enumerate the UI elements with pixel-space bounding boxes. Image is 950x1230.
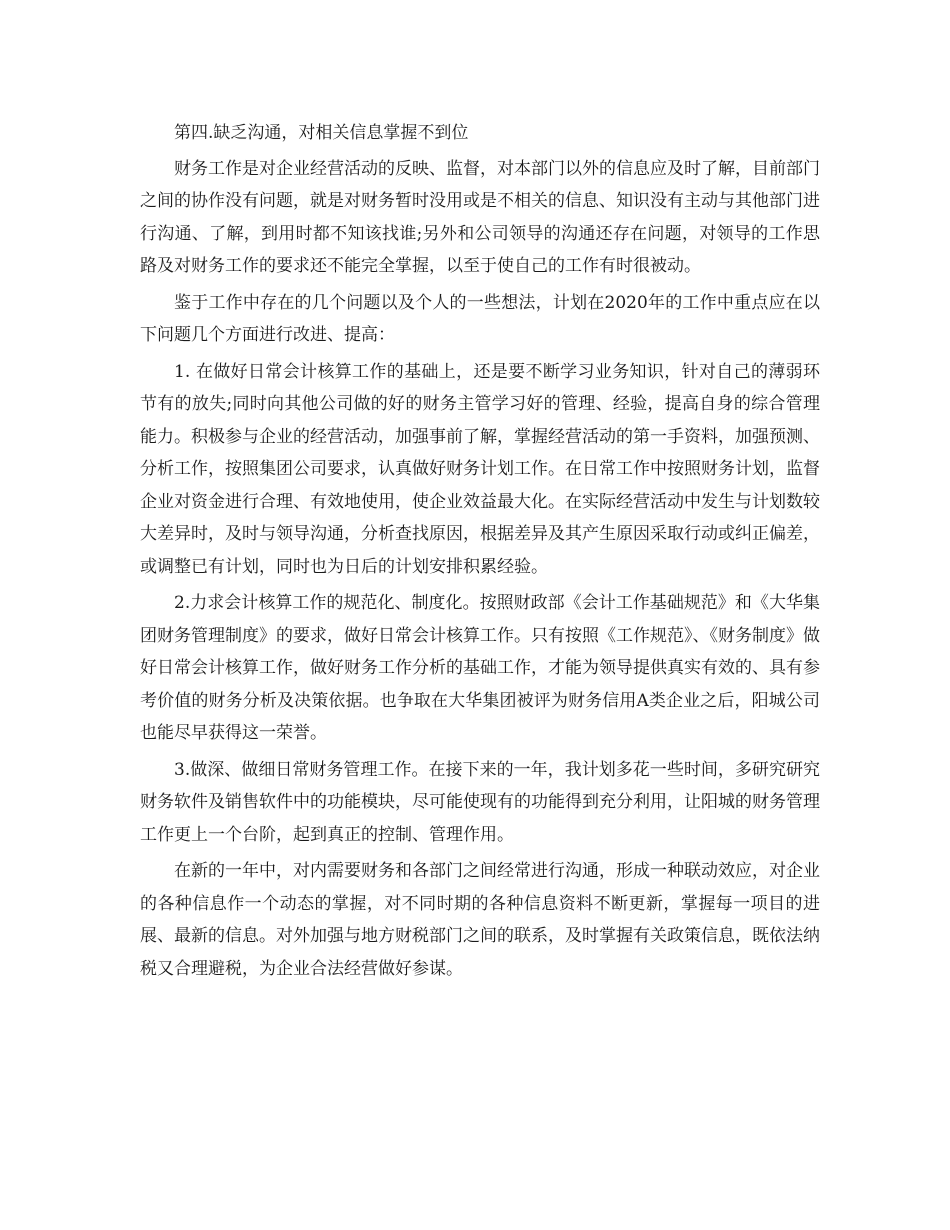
list-item-3: 3.做深、做细日常财务管理工作。在接下来的一年，我计划多花一些时间，多研究研究财务软件及销售软件中的功能模块，尽可能使现有的功能得到充分利用，让阳城的财务管理工作更上一个台阶，起到真正的控制、管理作用。 [140,759,820,845]
paragraph-improvement-intro: 鉴于工作中存在的几个问题以及个人的一些想法，计划在2020年的工作中重点应在以下问题几个方面进行改进、提高： [140,292,820,345]
paragraph-new-year: 在新的一年中，对内需要财务和各部门之间经常进行沟通，形成一种联动效应，对企业的各种信息作一个动态的掌握，对不同时期的各种信息资料不断更新，掌握每一项目的进展、最新的信息。对外加强与地方财税部门之间的联系，及时掌握有关政策信息，既依法纳税又合理避税，为企业合法经营做好参谋。 [140,861,820,979]
section-heading: 第四.缺乏沟通，对相关信息掌握不到位 [174,123,469,143]
list-item-1: 1. 在做好日常会计核算工作的基础上，还是要不断学习业务知识，针对自己的薄弱环节有的放失;同时向其他公司做的好的财务主管学习好的管理、经验，提高自身的综合管理能力。积极参与企业的经营活动，加强事前了解，掌握经营活动的第一手资料，加强预测、分析工作，按照集团公司要求，认真做好财务计划工作。在日常工作中按照财务计划，监督企业对资金进行合理、有效地使用，使企业效益最大化。在实际经营活动中发生与计划数较大差异时，及时与领导沟通，分析查找原因，根据差异及其产生原因采取行动或纠正偏差，或调整已有计划，同时也为日后的计划安排积累经验。 [140,361,820,577]
document-body [140,117,820,989]
list-item-2: 2.力求会计核算工作的规范化、制度化。按照财政部《会计工作基础规范》和《大华集团财务管理制度》的要求，做好日常会计核算工作。只有按照《工作规范》、《财务制度》做好日常会计核算工作，做好财务工作分析的基础工作，才能为领导提供真实有效的、具有参考价值的财务分析及决策依据。也争取在大华集团被评为财务信用A类企业之后，阳城公司也能尽早获得这一荣誉。 [140,593,820,743]
paragraph-communication: 财务工作是对企业经营活动的反映、监督，对本部门以外的信息应及时了解，目前部门之间的协作没有问题，就是对财务暂时没用或是不相关的信息、知识没有主动与其他部门进行沟通、了解，到用时都不知该找谁;另外和公司领导的沟通还存在问题，对领导的工作思路及对财务工作的要求还不能完全掌握，以至于使自己的工作有时很被动。 [140,158,820,276]
